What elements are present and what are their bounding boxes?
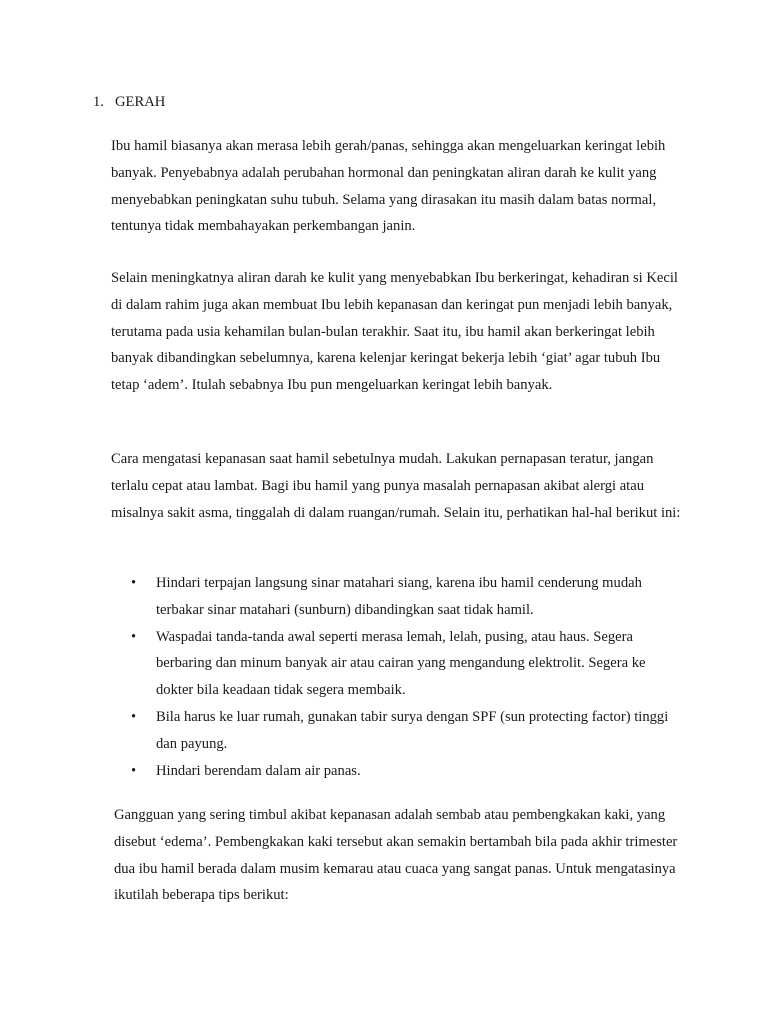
list-item-text: Bila harus ke luar rumah, gunakan tabir surya dengan SPF (sun protecting factor) tinggi dan payung. xyxy=(156,708,669,752)
tips-bullet-list xyxy=(111,570,671,784)
bullet-icon: • xyxy=(131,708,137,725)
list-item xyxy=(111,758,671,785)
list-item-text: Hindari terpajan langsung sinar matahari siang, karena ibu hamil cenderung mudah terbakar sinar matahari (sunburn) dibandingkan saat tidak hamil. xyxy=(156,575,642,618)
list-item xyxy=(111,704,671,758)
bullet-icon: • xyxy=(131,762,137,779)
list-item-text: Hindari berendam dalam air panas. xyxy=(156,762,361,779)
list-item-text: Waspadai tanda-tanda awal seperti merasa lemah, lelah, pusing, atau haus. Segera berbaring dan minum banyak air atau cairan yang mengandung elektrolit. Segera ke dokter bila keadaan tidak segera membaik. xyxy=(156,628,646,699)
section-number: 1. xyxy=(93,94,104,110)
paragraph-3: Cara mengatasi kepanasan saat hamil sebetulnya mudah. Lakukan pernapasan teratur, jangan terlalu cepat atau lambat. Bagi ibu hamil yang punya masalah pernapasan akibat alergi atau misalnya sakit asma, tinggalah di dalam ruangan/rumah. Selain itu, perhatikan hal-hal berikut ini: xyxy=(111,451,681,521)
bullet-icon: • xyxy=(131,575,137,591)
bullet-icon: • xyxy=(131,628,137,645)
paragraph-2: Selain meningkatnya aliran darah ke kulit yang menyebabkan Ibu berkeringat, kehadiran si Kecil di dalam rahim juga akan membuat Ibu lebih kepanasan dan keringat pun menjadi lebih banyak, terutama pada usia kehamilan bulan-bulan terakhir. Saat itu, ibu hamil akan berkeringat lebih banyak dibandingkan sebelumnya, karena kelenjar keringat bekerja lebih ‘giat’ agar tubuh Ibu tetap ‘adem’. Itulah sebabnya Ibu pun mengeluarkan keringat lebih banyak. xyxy=(111,270,678,394)
section-heading xyxy=(93,93,165,111)
section-title: GERAH xyxy=(115,94,166,110)
paragraph-1: Ibu hamil biasanya akan merasa lebih gerah/panas, sehingga akan mengeluarkan keringat lebih banyak. Penyebabnya adalah perubahan hormonal dan peningkatan aliran darah ke kulit yang menyebabkan peningkatan suhu tubuh. Selama yang dirasakan itu masih dalam batas normal, tentunya tidak membahayakan perkembangan janin. xyxy=(111,138,666,235)
closing-paragraph: Gangguan yang sering timbul akibat kepanasan adalah sembab atau pembengkakan kaki, yang disebut ‘edema’. Pembengkakan kaki tersebut akan semakin bertambah bila pada akhir trimester dua ibu hamil berada dalam musim kemarau atau cuaca yang sangat panas. Untuk mengatasinya ikutilah beberapa tips berikut: xyxy=(114,807,678,904)
list-item xyxy=(111,624,671,704)
list-item xyxy=(111,570,671,624)
